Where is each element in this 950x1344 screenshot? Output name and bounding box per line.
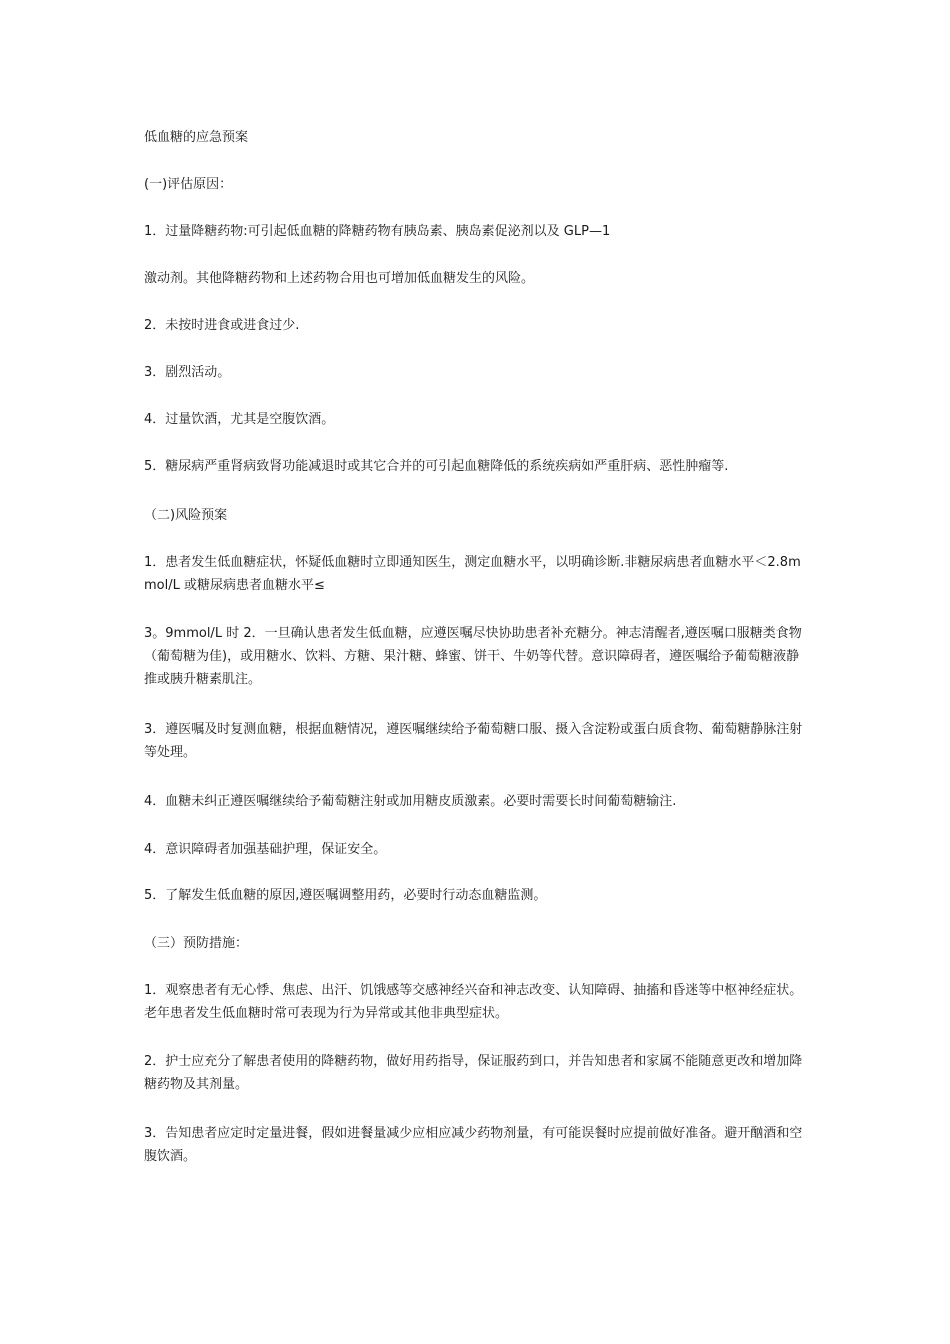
assessment-item-4: 4．过量饮酒，尤其是空腹饮酒。 [144, 412, 335, 427]
assessment-item-1-line-2: 激动剂。其他降糖药物和上述药物合用也可增加低血糖发生的风险。 [144, 271, 535, 286]
section-heading-prevention: （三）预防措施： [144, 936, 249, 951]
assessment-item-1-line-1: 1．过量降糖药物:可引起低血糖的降糖药物有胰岛素、胰岛素促泌剂以及 GLP—1 [144, 224, 611, 239]
risk-plan-item-5: 4．意识障碍者加强基础护理，保证安全。 [144, 842, 387, 857]
risk-plan-item-4: 4．血糖未纠正遵医嘱继续给予葡萄糖注射或加用糖皮质激素。必要时需要长时间葡萄糖输注. [144, 794, 677, 809]
prevention-item-1: 1．观察患者有无心悸、焦虑、出汗、饥饿感等交感神经兴奋和神志改变、认知障碍、抽搐和昏迷等中枢神经症状。老年患者发生低血糖时常可表现为行为异常或其他非典型症状。 [144, 983, 803, 1021]
risk-plan-item-3: 3．遵医嘱及时复测血糖，根据血糖情况，遵医嘱继续给予葡萄糖口服、摄入含淀粉或蛋白质食物、葡萄糖静脉注射等处理。 [144, 722, 803, 760]
assessment-item-3: 3．剧烈活动。 [144, 365, 231, 380]
assessment-item-5: 5．糖尿病严重肾病致肾功能减退时或其它合并的可引起血糖降低的系统疾病如严重肝病、恶性肿瘤等. [144, 459, 729, 474]
prevention-item-2: 2．护士应充分了解患者使用的降糖药物，做好用药指导，保证服药到口，并告知患者和家属不能随意更改和增加降糖药物及其剂量。 [144, 1054, 803, 1092]
risk-plan-item-2: 3。9mmol/L 时 2．一旦确认患者发生低血糖，应遵医嘱尽快协助患者补充糖分。神志清醒者,遵医嘱口服糖类食物（葡萄糖为佳)，或用糖水、饮料、方糖、果汁糖、蜂蜜、饼干、牛奶等代替。意识障碍者，遵医嘱给予葡萄糖液静推或胰升糖素肌注。 [144, 626, 802, 687]
risk-plan-item-6: 5．了解发生低血糖的原因,遵医嘱调整用药，必要时行动态血糖监测。 [144, 888, 547, 903]
prevention-item-3: 3．告知患者应定时定量进餐，假如进餐量减少应相应减少药物剂量，有可能误餐时应提前做好准备。避开酗酒和空腹饮酒。 [144, 1126, 803, 1164]
document-title: 低血糖的应急预案 [144, 130, 249, 145]
section-heading-risk-plan: （二)风险预案 [144, 508, 228, 523]
section-heading-assessment: (一)评估原因： [144, 177, 233, 192]
risk-plan-item-1: 1．患者发生低血糖症状，怀疑低血糖时立即通知医生，测定血糖水平，以明确诊断.非糖尿病患者血糖水平＜2.8mmol/L 或糖尿病患者血糖水平≤ [144, 555, 801, 593]
assessment-item-2: 2．未按时进食或进食过少. [144, 318, 300, 333]
